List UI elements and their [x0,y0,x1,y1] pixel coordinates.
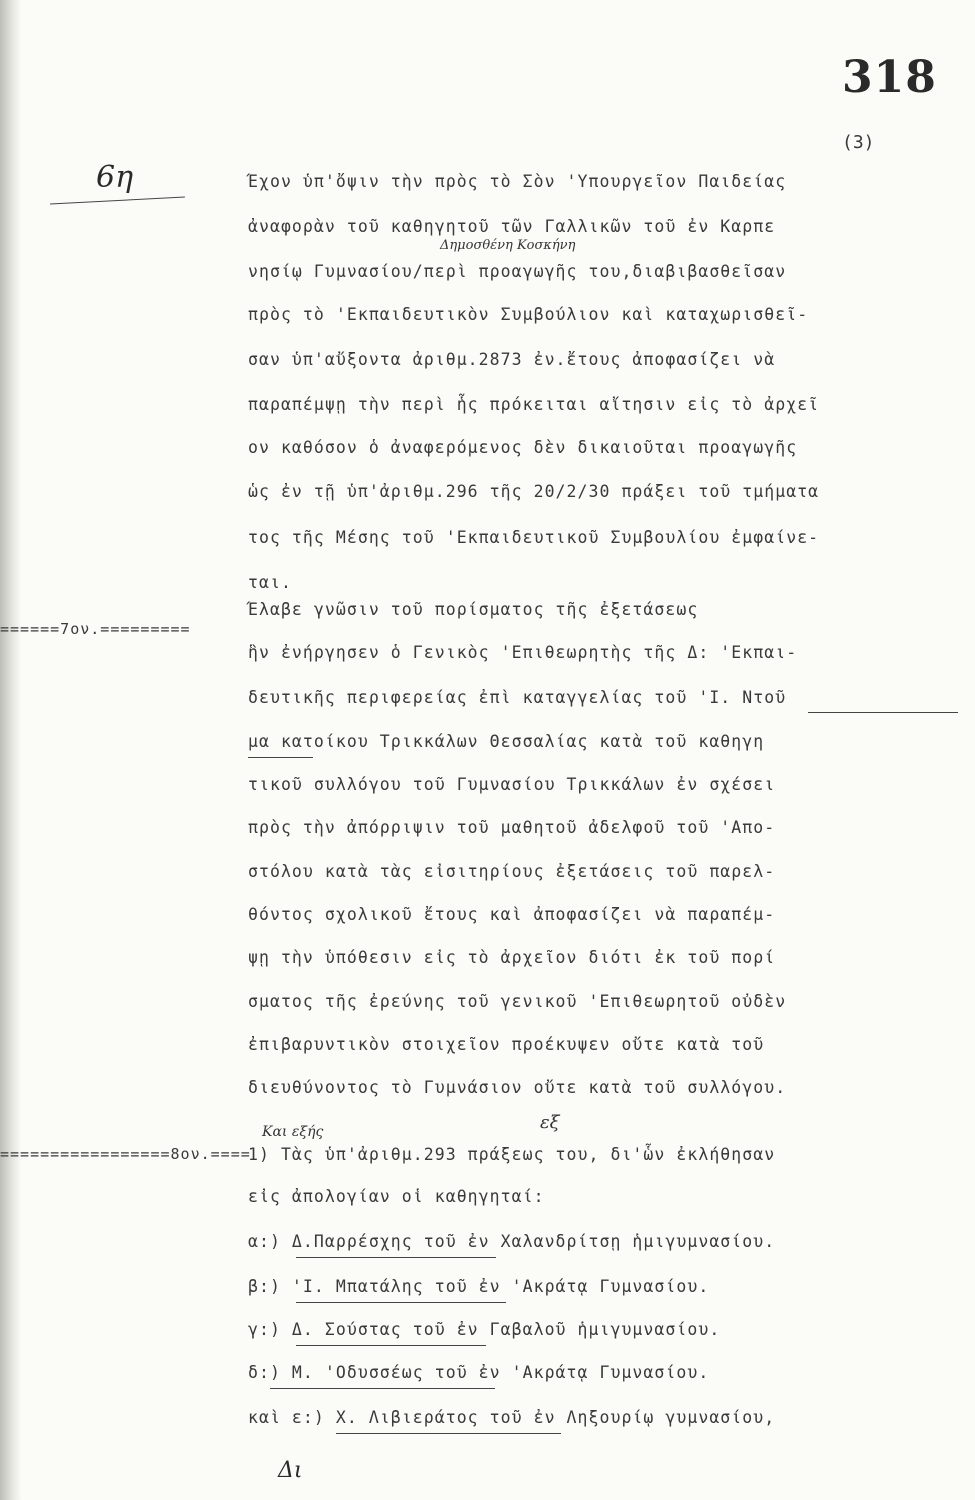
name-underline [248,757,313,758]
text-line: ψῃ τὴν ὑπόθεσιν εἰς τὸ ἀρχεῖον διότι ἐκ τοῦ πορί [248,948,776,967]
name-underline [270,1388,495,1389]
margin-label-7: ======7ον.========= [0,620,191,638]
margin-hand-underline [50,196,185,204]
scan-left-edge-shadow [0,0,22,1500]
handwritten-insertion: Δημοσθένη Κοσκήνη [440,238,576,253]
margin-label-8: =================8ον.==== [0,1145,251,1163]
text-line: γ:) Δ. Σούστας τοῦ ἐν Γαβαλοῦ ἡμιγυμνασίου. [248,1320,721,1339]
name-underline [336,1433,561,1434]
text-line: Έλαβε γνῶσιν τοῦ πορίσματος τῆς ἐξετάσεως [248,600,699,619]
text-line: διευθύνοντος τὸ Γυμνάσιον οὔτε κατὰ τοῦ συλλόγου. [248,1078,787,1097]
name-underline [296,1257,496,1258]
text-line: σματος τῆς ἐρεύνης τοῦ γενικοῦ 'Επιθεωρητοῦ οὐδὲν [248,992,787,1011]
text-line: εἰς ἀπολογίαν οἱ καθηγηταί: [248,1187,545,1206]
text-line: ται. [248,573,292,592]
text-line: δευτικῆς περιφερείας ἐπὶ καταγγελίας τοῦ 'Ι. Ντοῦ [248,688,787,707]
handwritten-insertion-3: εξ [540,1112,560,1133]
text-line: πρὸς τὸ 'Εκπαιδευτικὸν Συμβούλιον καὶ καταχωρισθεῖ- [248,305,809,324]
name-underline [296,1302,506,1303]
handwritten-page-number: 318 [842,52,937,103]
text-line: ον καθόσον ὁ ἀναφερόμενος δὲν δικαιοῦται προαγωγῆς [248,438,798,457]
text-line: Έχον ὑπ'ὄψιν τὴν πρὸς τὸ Σὸν 'Υπουργεῖον Παιδείας [248,172,787,191]
text-line: ἐπιβαρυντικὸν στοιχεῖον προέκυψεν οὔτε κατὰ τοῦ [248,1035,765,1054]
text-line: νησίῳ Γυμνασίου/περὶ προαγωγῆς του,διαβιβασθεῖσαν [248,262,787,281]
text-line: τικοῦ συλλόγου τοῦ Γυμνασίου Τρικκάλων ἐν σχέσει [248,775,776,794]
bottom-handwritten-mark: Δι [278,1458,303,1483]
margin-handwritten-mark: 6η [96,160,134,195]
text-line: παραπέμψῃ τὴν περὶ ἧς πρόκειται αἴτησιν εἰς τὸ ἀρχεῖ [248,395,820,414]
text-line: ἀναφορὰν τοῦ καθηγητοῦ τῶν Γαλλικῶν τοῦ ἐν Καρπε [248,217,776,236]
text-line: β:) 'Ι. Μπατάλης τοῦ ἐν 'Ακράτᾳ Γυμνασίου. [248,1277,710,1296]
text-line: στόλου κατὰ τὰς εἰσιτηρίους ἐξετάσεις τοῦ παρελ- [248,862,776,881]
name-underline [296,1345,486,1346]
sheet-number: (3) [842,132,875,153]
text-line: μα κατοίκου Τρικκάλων Θεσσαλίας κατὰ τοῦ καθηγη [248,732,765,751]
name-underline [808,712,958,713]
text-line: θόντος σχολικοῦ ἔτους καὶ ἀποφασίζει νὰ παραπέμ- [248,905,776,924]
text-line: τος τῆς Μέσης τοῦ 'Εκπαιδευτικοῦ Συμβουλίου ἐμφαίνε- [248,528,820,547]
text-line: ἣν ἐνήργησεν ὁ Γενικὸς 'Επιθεωρητὴς τῆς Δ: 'Εκπαι- [248,643,798,662]
text-line: δ:) Μ. 'Οδυσσέως τοῦ ἐν 'Ακράτᾳ Γυμνασίου. [248,1363,710,1382]
text-line: α:) Δ.Παρρέσχης τοῦ ἐν Χαλανδρίτσῃ ἡμιγυμνασίου. [248,1232,776,1251]
text-line: 1) Τὰς ὑπ'ἀριθμ.293 πράξεως του, δι'ὧν ἐκλήθησαν [248,1145,776,1164]
text-line: καὶ ε:) Χ. Λιβιεράτος τοῦ ἐν Ληξουρίῳ γυμνασίου, [248,1408,776,1427]
handwritten-insertion-2: Και εξής [262,1124,324,1140]
text-line: σαν ὑπ'αὔξοντα ἀριθμ.2873 ἐν.ἔτους ἀποφασίζει νὰ [248,350,776,369]
text-line: ὡς ἐν τῇ ὑπ'ἀριθμ.296 τῆς 20/2/30 πράξει τοῦ τμήματα [248,482,820,501]
text-line: πρὸς τὴν ἀπόρριψιν τοῦ μαθητοῦ ἀδελφοῦ τοῦ 'Απο- [248,818,776,837]
